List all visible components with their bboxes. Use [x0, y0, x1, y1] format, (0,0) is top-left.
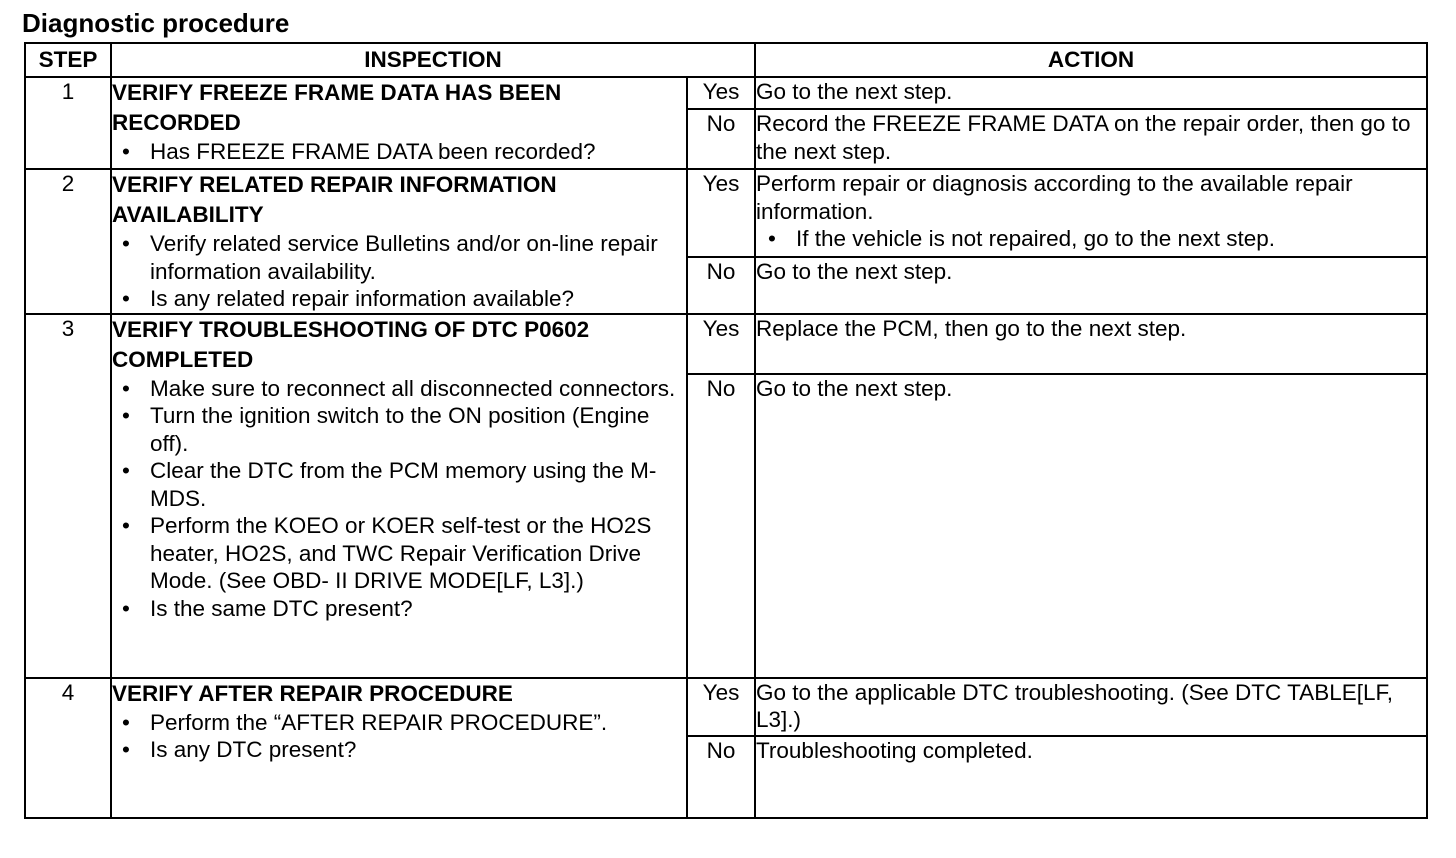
step-number: 2 — [25, 169, 111, 314]
yes-action-bullets — [756, 225, 1426, 253]
inspection-title: VERIFY TROUBLESHOOTING OF DTC P0602 COMPLETED — [112, 316, 590, 372]
step-number: 3 — [25, 314, 111, 678]
no-action: Go to the next step. — [755, 257, 1427, 314]
no-action: Record the FREEZE FRAME DATA on the repair order, then go to the next step. — [755, 109, 1427, 169]
yes-label: Yes — [687, 314, 755, 374]
inspection-title: VERIFY AFTER REPAIR PROCEDURE — [112, 680, 513, 706]
inspection-bullet: • Perform the KOEO or KOER self-test or the HO2S heater, HO2S, and TWC Repair Verification Drive Mode. (See OBD- II DRIVE MODE[LF, L3].) — [150, 512, 686, 595]
no-label: No — [687, 374, 755, 678]
step-inspection — [111, 678, 687, 818]
yes-action: Go to the next step. — [755, 77, 1427, 109]
inspection-bullet: • Is the same DTC present? — [150, 595, 686, 623]
inspection-bullet: • Make sure to reconnect all disconnected connectors. — [150, 375, 686, 403]
inspection-bullets — [112, 138, 686, 166]
inspection-title: VERIFY FREEZE FRAME DATA HAS BEEN RECORDED — [112, 80, 562, 135]
step-2-yes-row — [25, 169, 1427, 257]
yes-action-text: Perform repair or diagnosis according to the available repair information. — [756, 171, 1353, 224]
step-3-yes-row — [25, 314, 1427, 374]
inspection-bullet: • Perform the “AFTER REPAIR PROCEDURE”. — [150, 709, 686, 737]
inspection-title: VERIFY RELATED REPAIR INFORMATION AVAILABILITY — [112, 172, 557, 227]
inspection-bullet: • Verify related service Bulletins and/or on-line repair information availability. — [150, 230, 686, 285]
page-title: Diagnostic procedure — [22, 8, 290, 38]
inspection-bullet: • Turn the ignition switch to the ON position (Engine off). — [150, 402, 686, 457]
no-action: Troubleshooting completed. — [755, 736, 1427, 818]
step-inspection — [111, 77, 687, 169]
step-number: 4 — [25, 678, 111, 818]
inspection-bullet: • Is any related repair information available? — [150, 285, 686, 313]
yes-action — [755, 169, 1427, 257]
inspection-bullets — [112, 375, 686, 623]
inspection-bullet: • Has FREEZE FRAME DATA been recorded? — [150, 138, 686, 166]
header-step: STEP — [25, 43, 111, 77]
step-1-yes-row — [25, 77, 1427, 109]
no-label: No — [687, 736, 755, 818]
inspection-bullet: • Is any DTC present? — [150, 736, 686, 764]
yes-label: Yes — [687, 169, 755, 257]
yes-action: Replace the PCM, then go to the next step. — [755, 314, 1427, 374]
step-inspection — [111, 314, 687, 678]
step-number: 1 — [25, 77, 111, 169]
no-action: Go to the next step. — [755, 374, 1427, 678]
yes-action: Go to the applicable DTC troubleshooting. (See DTC TABLE[LF, L3].) — [755, 678, 1427, 736]
yes-action-bullet: • If the vehicle is not repaired, go to the next step. — [796, 225, 1426, 253]
yes-label: Yes — [687, 678, 755, 736]
inspection-bullets — [112, 230, 686, 313]
step-4-yes-row — [25, 678, 1427, 736]
inspection-bullet: • Clear the DTC from the PCM memory using the M-MDS. — [150, 457, 686, 512]
step-inspection — [111, 169, 687, 314]
yes-label: Yes — [687, 77, 755, 109]
header-action: ACTION — [755, 43, 1427, 77]
header-inspection: INSPECTION — [111, 43, 755, 77]
no-label: No — [687, 257, 755, 314]
no-label: No — [687, 109, 755, 169]
header-row — [25, 43, 1427, 77]
diagnostic-procedure-table — [24, 42, 1428, 819]
inspection-bullets — [112, 709, 686, 764]
